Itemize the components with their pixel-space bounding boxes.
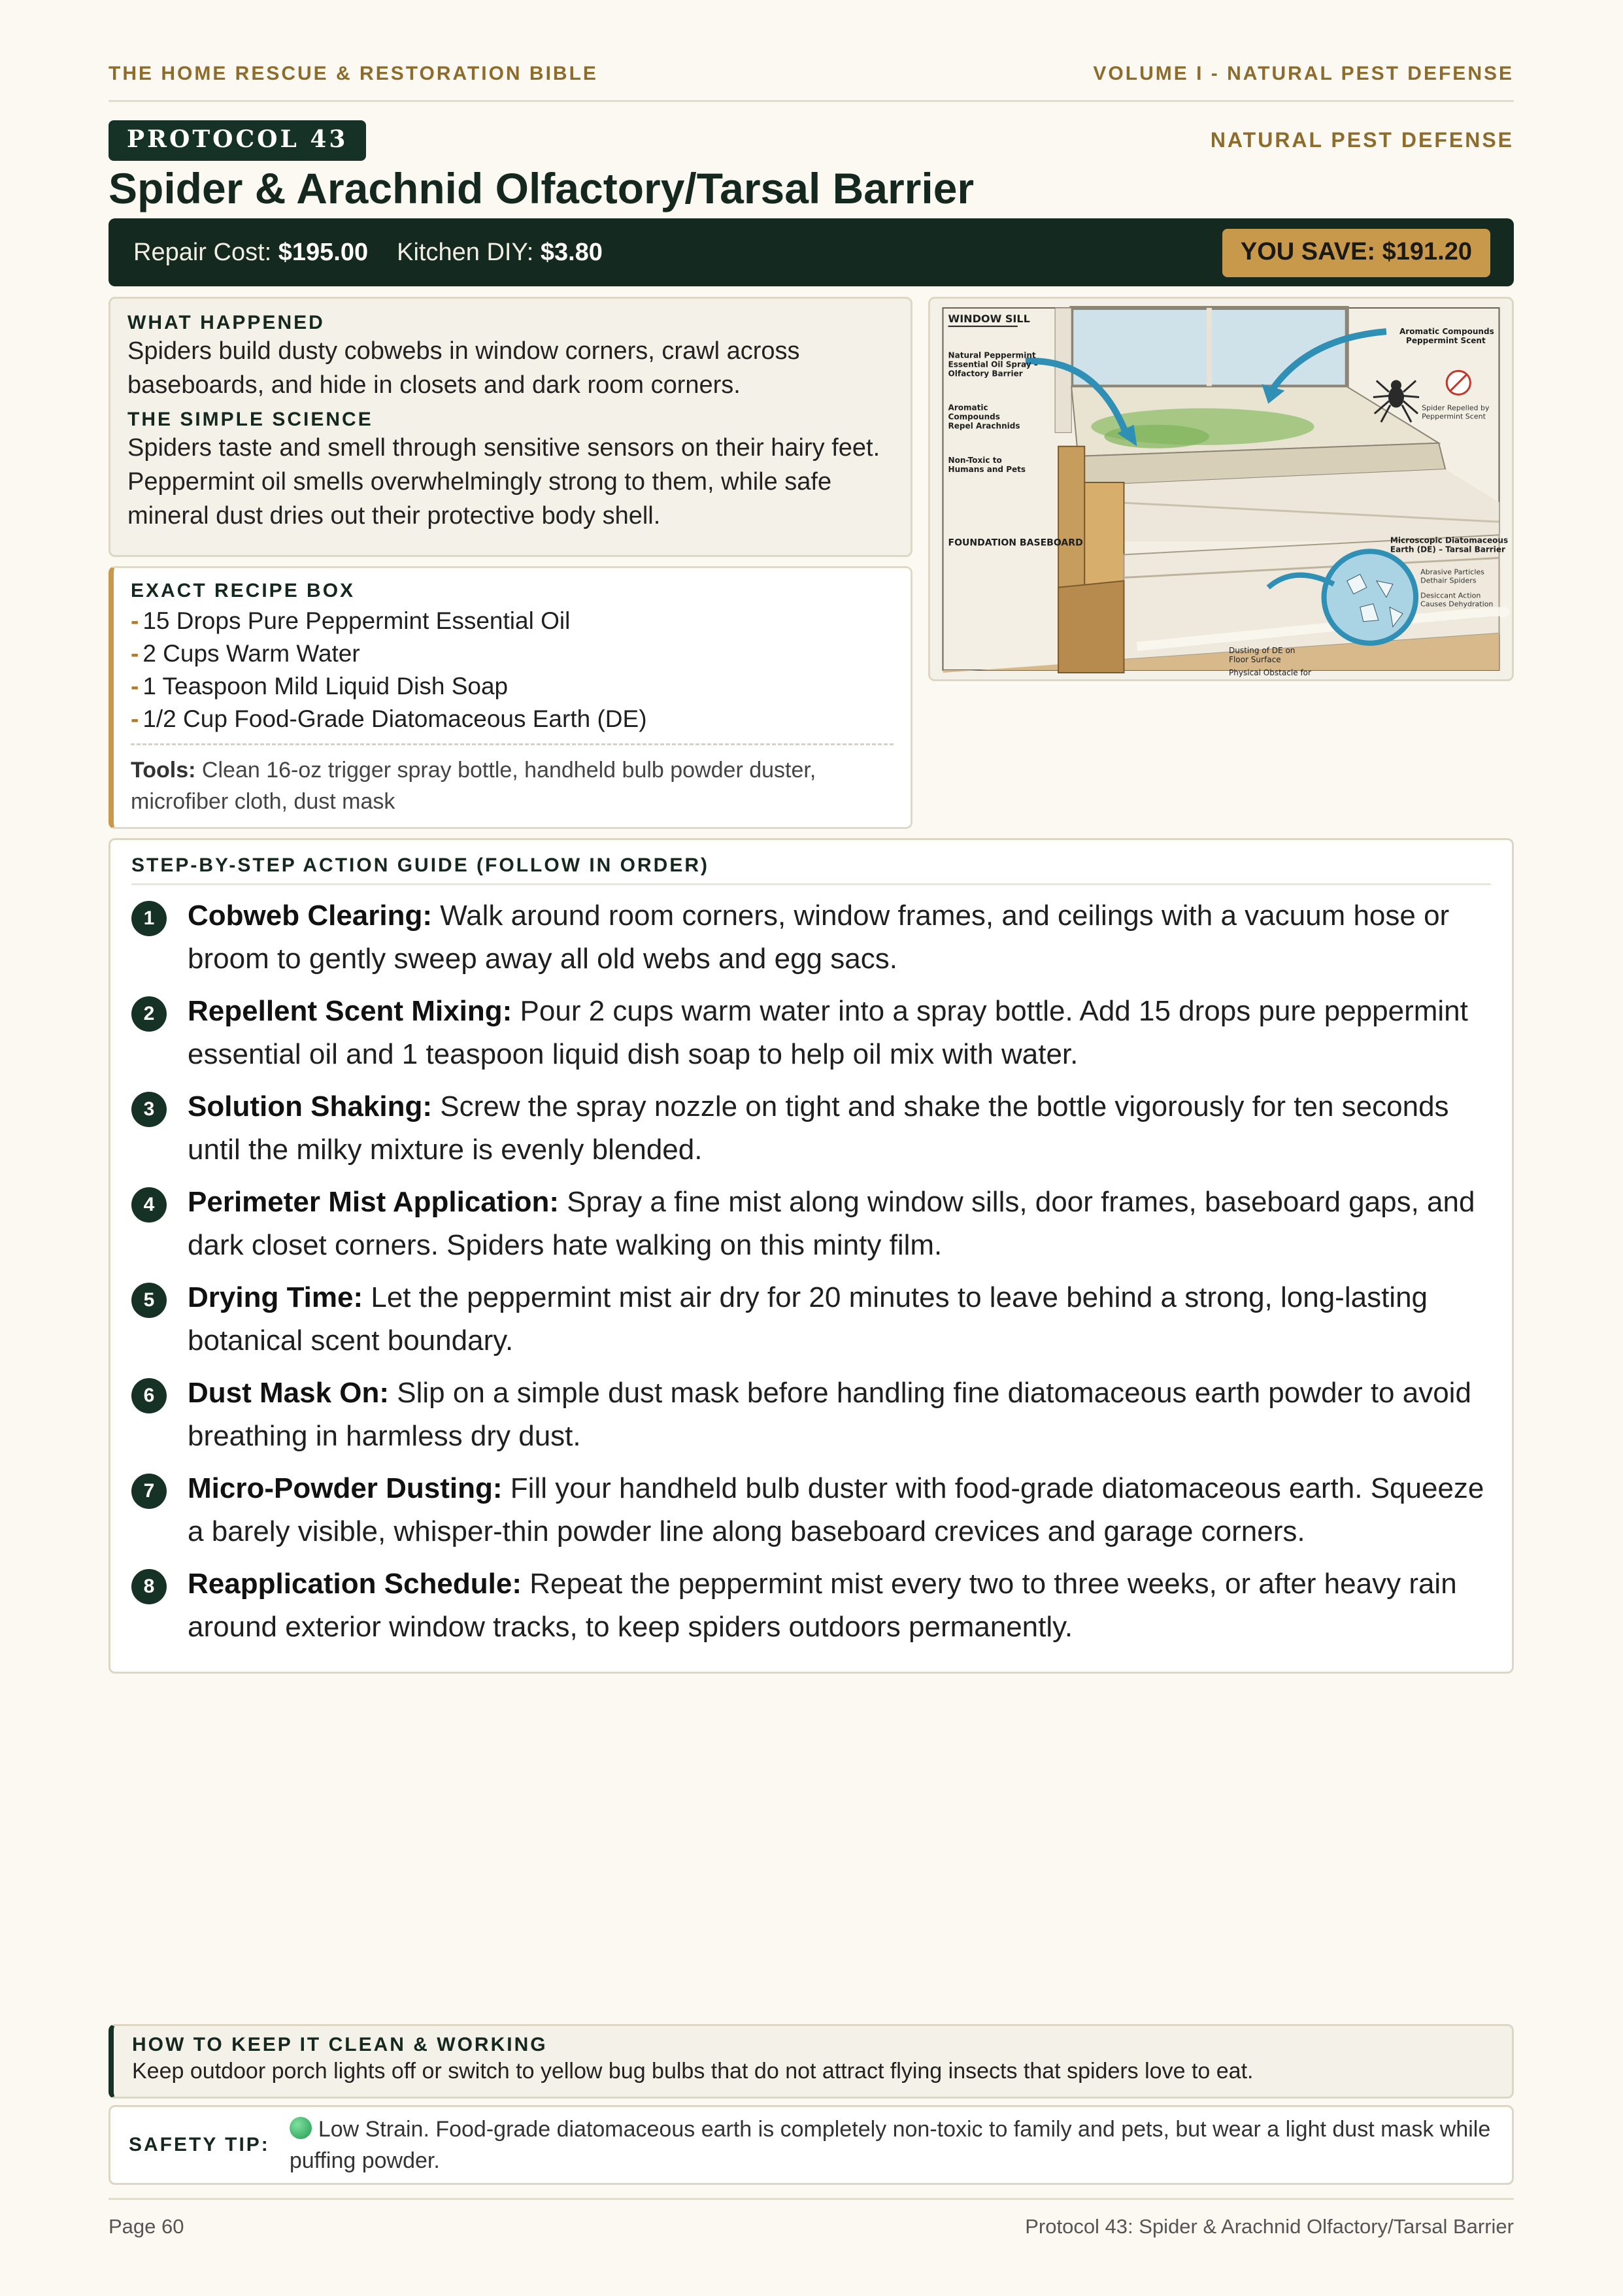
aromatic-label-2: Compounds — [948, 412, 1000, 422]
keep-clean-label: HOW TO KEEP IT CLEAN & WORKING — [132, 2034, 548, 2055]
step-text: Perimeter Mist Application: Spray a fine mist along window sills, door frames, baseboard gaps, and dark closet corners. Spiders hate walking on this minty film. — [188, 1186, 1475, 1261]
step-text: Repellent Scent Mixing: Pour 2 cups warm water into a spray bottle. Add 15 drops pure peppermint essential oil and 1 teaspoon liquid dish soap to help oil mix with water. — [188, 995, 1468, 1070]
peppermint-label-1: Natural Peppermint — [948, 350, 1036, 360]
physical-label-1: Physical Obstacle for — [1229, 668, 1312, 678]
step-item — [131, 1085, 1491, 1172]
step-number: 3 — [131, 1092, 167, 1127]
tools-label: Tools: — [131, 758, 196, 783]
step-text: Micro-Powder Dusting: Fill your handheld bulb duster with food-grade diatomaceous earth. Squeeze a barely visible, whisper-thin powder line along baseboard crevices and garage corners. — [188, 1472, 1484, 1547]
micro-de-label-1: Microscopic Diatomaceous — [1390, 535, 1509, 545]
safety-tip-panel — [109, 2105, 1514, 2185]
step-text: Solution Shaking: Screw the spray nozzle on tight and shake the bottle vigorously for ten seconds until the milky mixture is evenly blended. — [188, 1090, 1449, 1166]
simple-science-text: Spiders taste and smell through sensitive sensors on their hairy feet. Peppermint oil smells overwhelmingly strong to them, while safe mineral dust dries out their protective body shell. — [127, 434, 880, 530]
window-sill-illustration — [928, 297, 1514, 681]
tools-text: Clean 16-oz trigger spray bottle, handheld bulb powder duster, microfiber cloth, dust mask — [131, 758, 816, 814]
spider-repelled-label-1: Spider Repelled by — [1422, 403, 1490, 413]
repair-cost-label: Repair Cost: — [133, 238, 272, 266]
recipe-label: EXACT RECIPE BOX — [131, 580, 356, 601]
protocol-badge: PROTOCOL 43 — [109, 120, 366, 161]
diy-cost — [397, 239, 603, 267]
peppermint-label-2: Essential Oil Spray – — [948, 360, 1038, 369]
repair-cost-value: $195.00 — [278, 238, 369, 266]
repair-cost — [133, 239, 368, 267]
recipe-item: - 1/2 Cup Food-Grade Diatomaceous Earth (DE) — [131, 705, 647, 732]
step-text: Cobweb Clearing: Walk around room corners, window frames, and ceilings with a vacuum hose or broom to gently sweep away all old webs and egg sacs. — [188, 900, 1450, 975]
running-header — [109, 63, 1514, 102]
step-text: Reapplication Schedule: Repeat the peppermint mist every two to three weeks, or after heavy rain around exterior window tracks, to keep spiders outdoors permanently. — [188, 1568, 1457, 1643]
step-item — [131, 990, 1491, 1076]
page — [109, 0, 1514, 2296]
dusting-label-1: Dusting of DE on — [1229, 645, 1296, 655]
desiccant-label-2: Causes Dehydration — [1420, 599, 1494, 609]
steps-heading: STEP-BY-STEP ACTION GUIDE (FOLLOW IN ORDER) — [131, 854, 1491, 885]
recipe-list — [131, 605, 894, 735]
step-text: Drying Time: Let the peppermint mist air dry for 20 minutes to leave behind a strong, long-lasting botanical scent boundary. — [188, 1281, 1428, 1357]
abrasive-label-2: Dethair Spiders — [1420, 576, 1477, 585]
desiccant-label-1: Desiccant Action — [1420, 591, 1481, 600]
recipe-item: - 2 Cups Warm Water — [131, 640, 360, 667]
window-sill-label: WINDOW SILL — [948, 312, 1030, 326]
footer-divider — [109, 2198, 1514, 2200]
step-number: 1 — [131, 901, 167, 936]
volume-title: VOLUME I - NATURAL PEST DEFENSE — [1093, 63, 1514, 84]
diy-cost-value: $3.80 — [540, 238, 603, 266]
cost-bar — [109, 218, 1514, 286]
footer-title: Protocol 43: Spider & Arachnid Olfactory/Tarsal Barrier — [1025, 2215, 1514, 2238]
what-happened-label: WHAT HAPPENED — [127, 312, 325, 333]
step-text: Dust Mask On: Slip on a simple dust mask before handling fine diatomaceous earth powder to avoid breathing in harmless dry dust. — [188, 1377, 1471, 1452]
step-item — [131, 1467, 1491, 1553]
foundation-label: FOUNDATION BASEBOARD — [948, 537, 1083, 549]
dusting-label-2: Floor Surface — [1229, 654, 1281, 664]
book-title: THE HOME RESCUE & RESTORATION BIBLE — [109, 63, 598, 84]
what-happened-panel — [109, 297, 912, 557]
illustration-svg — [937, 305, 1509, 678]
recipe-item: - 15 Drops Pure Peppermint Essential Oil — [131, 607, 571, 634]
step-number: 2 — [131, 996, 167, 1032]
step-item — [131, 894, 1491, 981]
step-item — [131, 1562, 1491, 1649]
step-number: 6 — [131, 1378, 167, 1413]
abrasive-label-1: Abrasive Particles — [1420, 567, 1484, 577]
step-item — [131, 1276, 1491, 1362]
aromatic-label-3: Repel Arachnids — [948, 421, 1020, 431]
what-happened-text: Spiders build dusty cobwebs in window corners, crawl across baseboards, and hide in closets and dark room corners. — [127, 337, 800, 399]
savings-badge: YOU SAVE: $191.20 — [1222, 229, 1490, 277]
step-item — [131, 1181, 1491, 1267]
spider-repelled-label-2: Peppermint Scent — [1422, 412, 1486, 421]
aromatic-scent-label-2: Peppermint Scent — [1406, 336, 1486, 346]
page-number: Page 60 — [109, 2215, 184, 2238]
step-number: 7 — [131, 1474, 167, 1509]
recipe-item: - 1 Teaspoon Mild Liquid Dish Soap — [131, 673, 509, 700]
safety-tip-text: Low Strain. Food-grade diatomaceous earth is completely non-toxic to family and pets, but wear a light dust mask while puffing powder. — [289, 2117, 1491, 2173]
aromatic-label-1: Aromatic — [948, 403, 988, 413]
page-title: Spider & Arachnid Olfactory/Tarsal Barrier — [109, 164, 975, 212]
steps-panel — [109, 838, 1514, 1674]
category-tag: NATURAL PEST DEFENSE — [1210, 128, 1514, 152]
step-item — [131, 1372, 1491, 1458]
simple-science-label: THE SIMPLE SCIENCE — [127, 409, 373, 430]
non-toxic-label-1: Non-Toxic to — [948, 455, 1002, 465]
step-number: 5 — [131, 1283, 167, 1318]
keep-clean-text: Keep outdoor porch lights off or switch to yellow bug bulbs that do not attract flying insects that spiders love to eat. — [132, 2059, 1254, 2084]
safety-tip-label: SAFETY TIP: — [129, 2134, 270, 2155]
non-toxic-label-2: Humans and Pets — [948, 464, 1026, 474]
step-number: 8 — [131, 1569, 167, 1604]
micro-de-label-2: Earth (DE) – Tarsal Barrier — [1390, 545, 1505, 554]
aromatic-scent-label-1: Aromatic Compounds — [1399, 327, 1494, 337]
tools-line — [131, 743, 894, 817]
low-strain-dot-icon — [290, 2117, 312, 2139]
keep-clean-panel — [109, 2024, 1514, 2099]
peppermint-label-3: Olfactory Barrier — [948, 369, 1023, 379]
recipe-box — [109, 566, 912, 829]
diy-cost-label: Kitchen DIY: — [397, 238, 534, 266]
step-number: 4 — [131, 1187, 167, 1223]
